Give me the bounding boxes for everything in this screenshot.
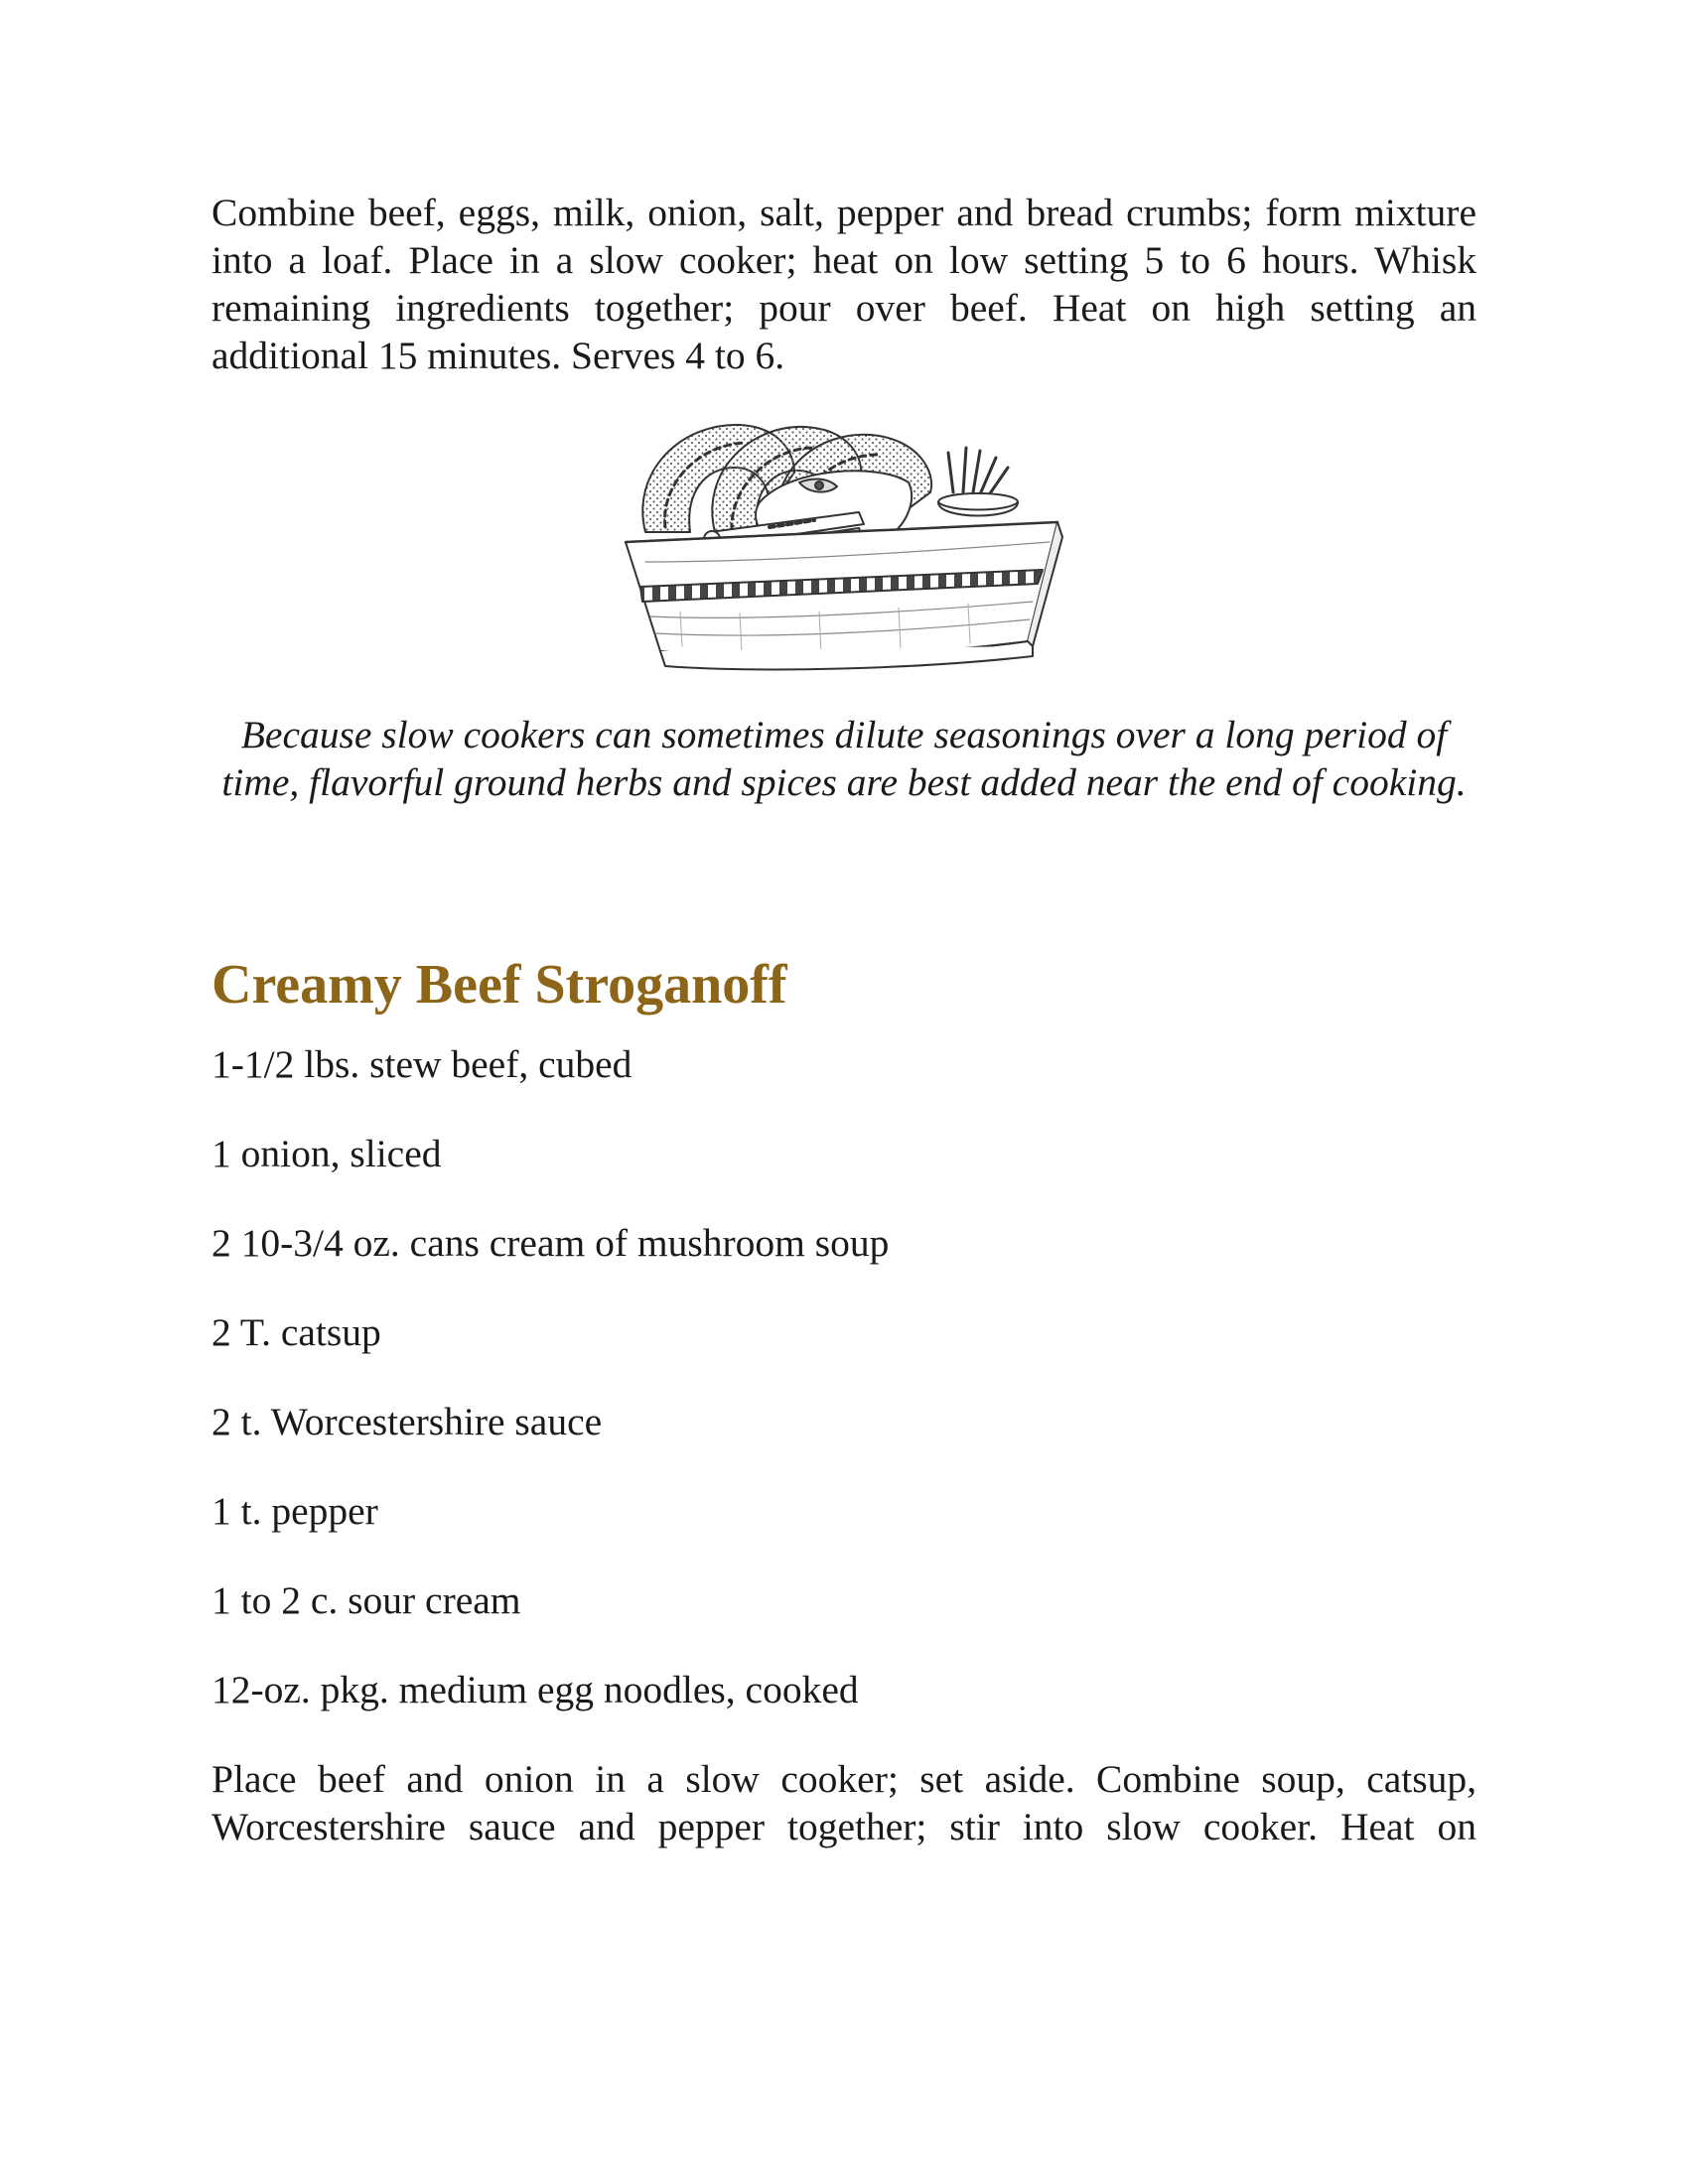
ingredient-item: 1-1/2 lbs. stew beef, cubed [211,1042,633,1086]
ingredient-item: 1 to 2 c. sour cream [211,1578,521,1622]
ingredient-list [211,1040,1477,1713]
recipe-title: Creamy Beef Stroganoff [211,954,787,1016]
seasoning-tip: Because slow cookers can sometimes dilute seasonings over a long period of time, flavorful ground herbs and spices are best added near the end of cooking. [221,713,1467,804]
bread-basket-illustration [621,413,1067,671]
ingredient-item: 12-oz. pkg. medium egg noodles, cooked [211,1668,859,1711]
ingredient-item: 2 t. Worcestershire sauce [211,1400,603,1443]
ingredient-item: 2 10-3/4 oz. cans cream of mushroom soup [211,1221,890,1265]
ingredient-item: 1 t. pepper [211,1489,378,1533]
recipe-directions: Place beef and onion in a slow cooker; set aside. Combine soup, catsup, Worcestershire sauce and pepper together; stir into slow cooker. Heat on [211,1757,1477,1848]
document-page [211,189,1477,1850]
intro-paragraph: Combine beef, eggs, milk, onion, salt, pepper and bread crumbs; form mixture into a loaf. Place in a slow cooker; heat on low setting 5 to 6 hours. Whisk remaining ingredients together; pour over beef. Heat on high setting an additional 15 minutes. Serves 4 to 6. [211,191,1477,377]
ingredient-item: 1 onion, sliced [211,1132,442,1175]
ingredient-item: 2 T. catsup [211,1310,381,1354]
